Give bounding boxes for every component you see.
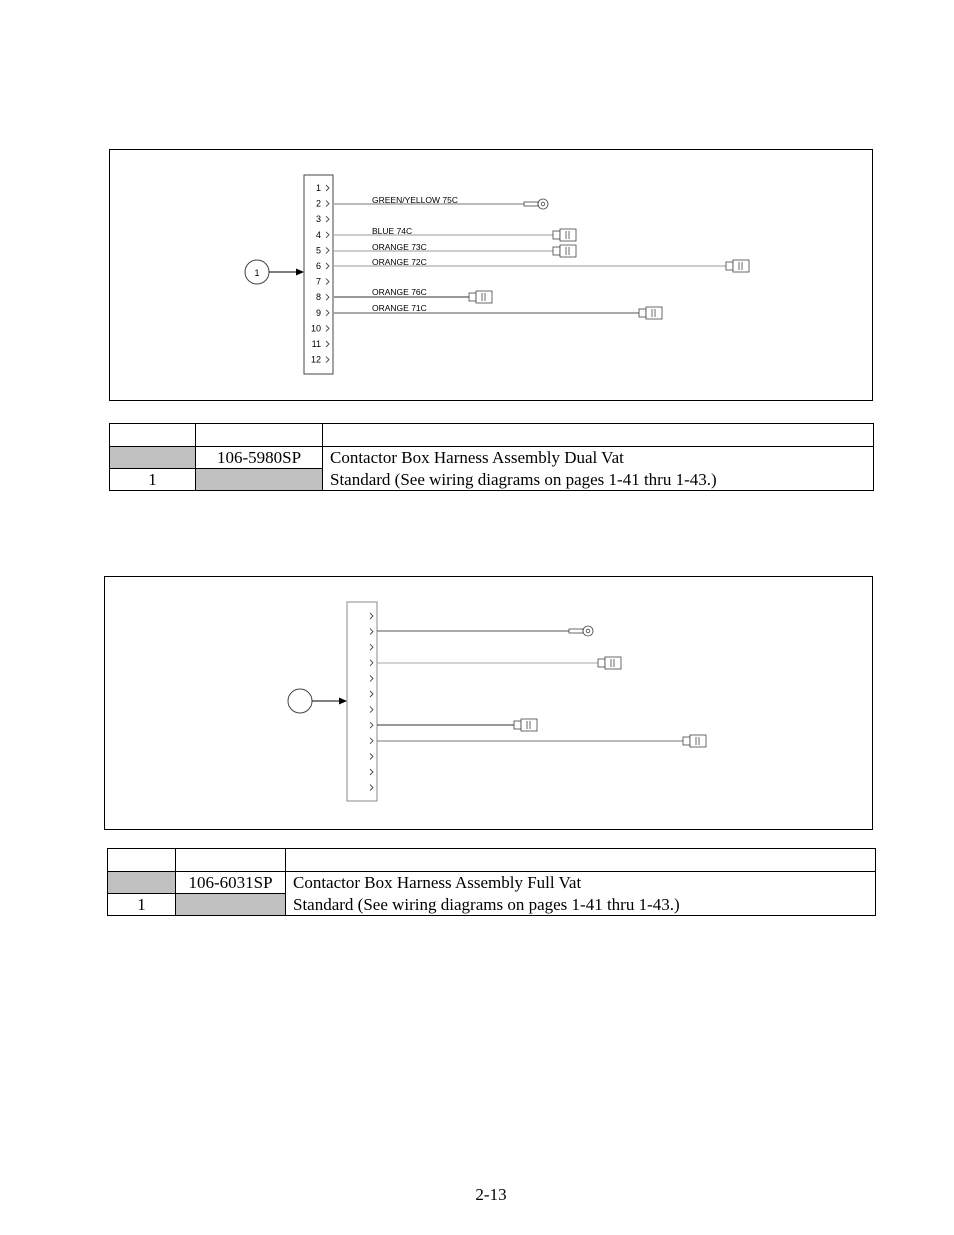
wire-pin-9 — [377, 735, 706, 747]
wire-label: ORANGE 76C — [372, 287, 427, 297]
pin-number: 9 — [315, 307, 321, 318]
spade-terminal-icon — [514, 721, 521, 729]
pin-number: 2 — [315, 198, 321, 209]
part-number: 106-6031SP — [176, 872, 286, 894]
shaded-cell — [110, 447, 196, 469]
spade-terminal-icon — [553, 231, 560, 239]
wire-label: GREEN/YELLOW 75C — [372, 195, 458, 205]
header-description — [323, 424, 874, 447]
table-row — [110, 447, 874, 469]
wire-pin-5 — [334, 242, 576, 257]
spade-terminal-icon — [690, 735, 706, 747]
pin-number: 10 — [310, 323, 321, 334]
wire-pin-4 — [334, 226, 576, 241]
spade-terminal-icon — [476, 291, 492, 303]
callout-circle — [288, 689, 312, 713]
spade-terminal-icon — [683, 737, 690, 745]
table-row — [108, 872, 876, 894]
wire-pin-4 — [377, 657, 621, 669]
spade-terminal-icon — [553, 247, 560, 255]
table-header-row — [110, 424, 874, 447]
pin-number: 12 — [310, 354, 321, 365]
spade-terminal-icon — [646, 307, 662, 319]
wire-pin-8 — [334, 287, 492, 303]
page-number: 2-13 — [475, 1185, 507, 1204]
spade-terminal-icon — [560, 229, 576, 241]
callout-arrowhead — [339, 698, 347, 705]
pin-number: 7 — [315, 276, 321, 287]
wire-pin-2 — [334, 195, 548, 209]
table-row — [110, 469, 874, 491]
parts-table-dual-vat — [109, 423, 874, 491]
pin-number: 5 — [315, 245, 321, 256]
pin-number: 3 — [315, 214, 321, 225]
description-line-2: Standard (See wiring diagrams on pages 1-41 thru 1-43.) — [323, 469, 874, 491]
spade-terminal-icon — [605, 657, 621, 669]
spade-terminal-icon — [521, 719, 537, 731]
header-part-number — [176, 849, 286, 872]
pin-number: 8 — [315, 292, 321, 303]
table-header-row — [108, 849, 876, 872]
description-line-1: Contactor Box Harness Assembly Dual Vat — [323, 447, 874, 469]
wire-pin-9 — [334, 303, 662, 319]
ring-terminal-icon — [569, 629, 583, 633]
spade-terminal-icon — [733, 260, 749, 272]
wire-label: ORANGE 72C — [372, 257, 427, 267]
header-description — [286, 849, 876, 872]
pin-number: 6 — [315, 261, 321, 271]
shaded-cell — [108, 872, 176, 894]
wire-label: BLUE 74C — [372, 226, 413, 236]
pin-number: 4 — [315, 229, 321, 240]
shaded-cell — [196, 469, 323, 491]
wire-label: ORANGE 71C — [372, 303, 427, 313]
spade-terminal-icon — [726, 262, 733, 270]
wire-pin-8 — [377, 719, 537, 731]
spade-terminal-icon — [560, 245, 576, 257]
header-item — [110, 424, 196, 447]
header-part-number — [196, 424, 323, 447]
pin-number: 11 — [311, 339, 321, 349]
harness-diagram-dual-vat — [109, 149, 873, 401]
parts-table-full-vat — [107, 848, 876, 916]
pin-number: 1 — [315, 183, 321, 193]
wire-label: ORANGE 73C — [372, 242, 427, 252]
spade-terminal-icon — [598, 659, 605, 667]
wire-pin-2 — [377, 626, 593, 636]
harness-diagram-full-vat — [104, 576, 873, 830]
part-number: 106-5980SP — [196, 447, 323, 469]
header-item — [108, 849, 176, 872]
wire-pin-6 — [334, 257, 749, 272]
callout-number: 1 — [254, 268, 260, 278]
ring-terminal-icon — [524, 202, 538, 206]
spade-terminal-icon — [639, 309, 646, 317]
callout-arrowhead — [296, 269, 304, 276]
spade-terminal-icon — [469, 293, 476, 301]
description-line-1: Contactor Box Harness Assembly Full Vat — [286, 872, 876, 894]
item-number: 1 — [110, 469, 196, 491]
item-number: 1 — [108, 894, 176, 916]
shaded-cell — [176, 894, 286, 916]
description-line-2: Standard (See wiring diagrams on pages 1-41 thru 1-43.) — [286, 894, 876, 916]
table-row — [108, 894, 876, 916]
